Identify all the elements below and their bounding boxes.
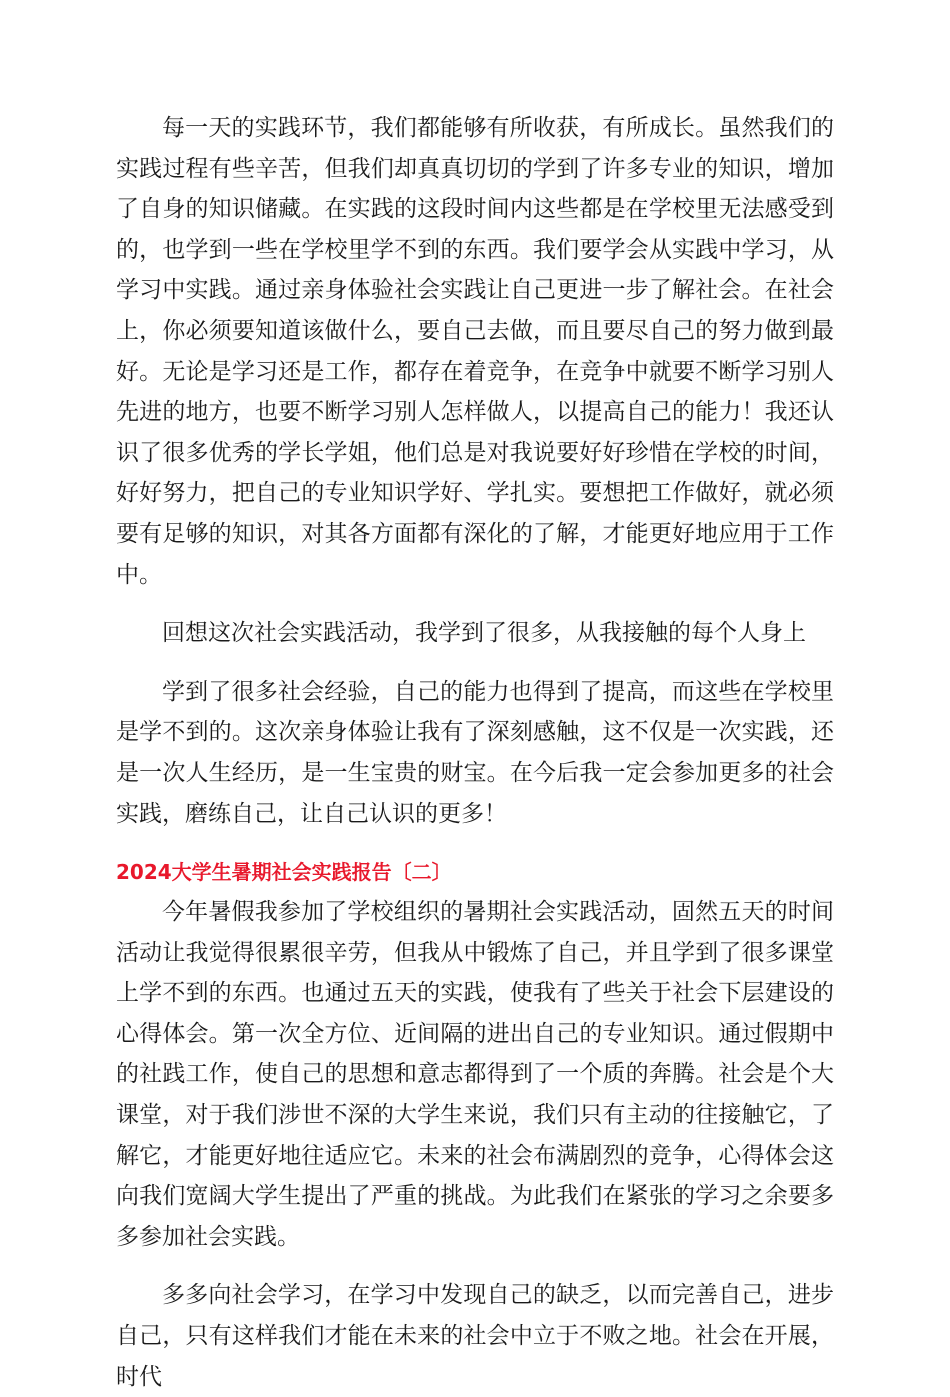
paragraph-learn-from-society: 多多向社会学习，在学习中发现自己的缺乏，以而完善自己，进步自己，只有这样我们才能在未来的社会中立于不败之地。社会在开展，时代	[116, 1282, 834, 1390]
paragraph-social-experience: 学到了很多社会经验，自己的能力也得到了提高，而这些在学校里是学不到的。这次亲身体验让我有了深刻感触，这不仅是一次实践，还是一次人生经历，是一生宝贵的财宝。在今后我一定会参加更多的社会实践，磨练自己，让自己认识的更多！	[116, 678, 834, 827]
section-heading: 2024大学生暑期社会实践报告〔二〕	[116, 860, 452, 885]
paragraph-summer-practice: 今年暑假我参加了学校组织的暑期社会实践活动，固然五天的时间活动让我觉得很累很辛劳，但我从中锻炼了自己，并且学到了很多课堂上学不到的东西。也通过五天的实践，使我有了些关于社会下层建设的心得体会。第一次全方位、近间隔的进出自己的专业知识。通过假期中的社践工作，使自己的思想和意志都得到了一个质的奔腾。社会是个大课堂，对于我们涉世不深的大学生来说，我们只有主动的往接触它，了解它，才能更好地往适应它。未来的社会布满剧烈的竞争，心得体会这向我们宽阔大学生提出了严重的挑战。为此我们在紧张的学习之余要多多参加社会实践。	[116, 899, 834, 1250]
document-body	[116, 108, 834, 1397]
paragraph-recall-activity: 回想这次社会实践活动，我学到了很多，从我接触的每个人身上	[162, 620, 806, 647]
paragraph-daily-practice: 每一天的实践环节，我们都能够有所收获，有所成长。虽然我们的实践过程有些辛苦，但我们却真真切切的学到了许多专业的知识，增加了自身的知识储藏。在实践的这段时间内这些都是在学校里无法感受到的，也学到一些在学校里学不到的东西。我们要学会从实践中学习，从学习中实践。通过亲身体验社会实践让自己更进一步了解社会。在社会上，你必须要知道该做什么，要自己去做，而且要尽自己的努力做到最好。无论是学习还是工作，都存在着竞争，在竞争中就要不断学习别人先进的地方，也要不断学习别人怎样做人，以提高自己的能力！我还认识了很多优秀的学长学姐，他们总是对我说要好好珍惜在学校的时间，好好努力，把自己的专业知识学好、学扎实。要想把工作做好，就必须要有足够的知识，对其各方面都有深化的了解，才能更好地应用于工作中。	[116, 115, 834, 588]
